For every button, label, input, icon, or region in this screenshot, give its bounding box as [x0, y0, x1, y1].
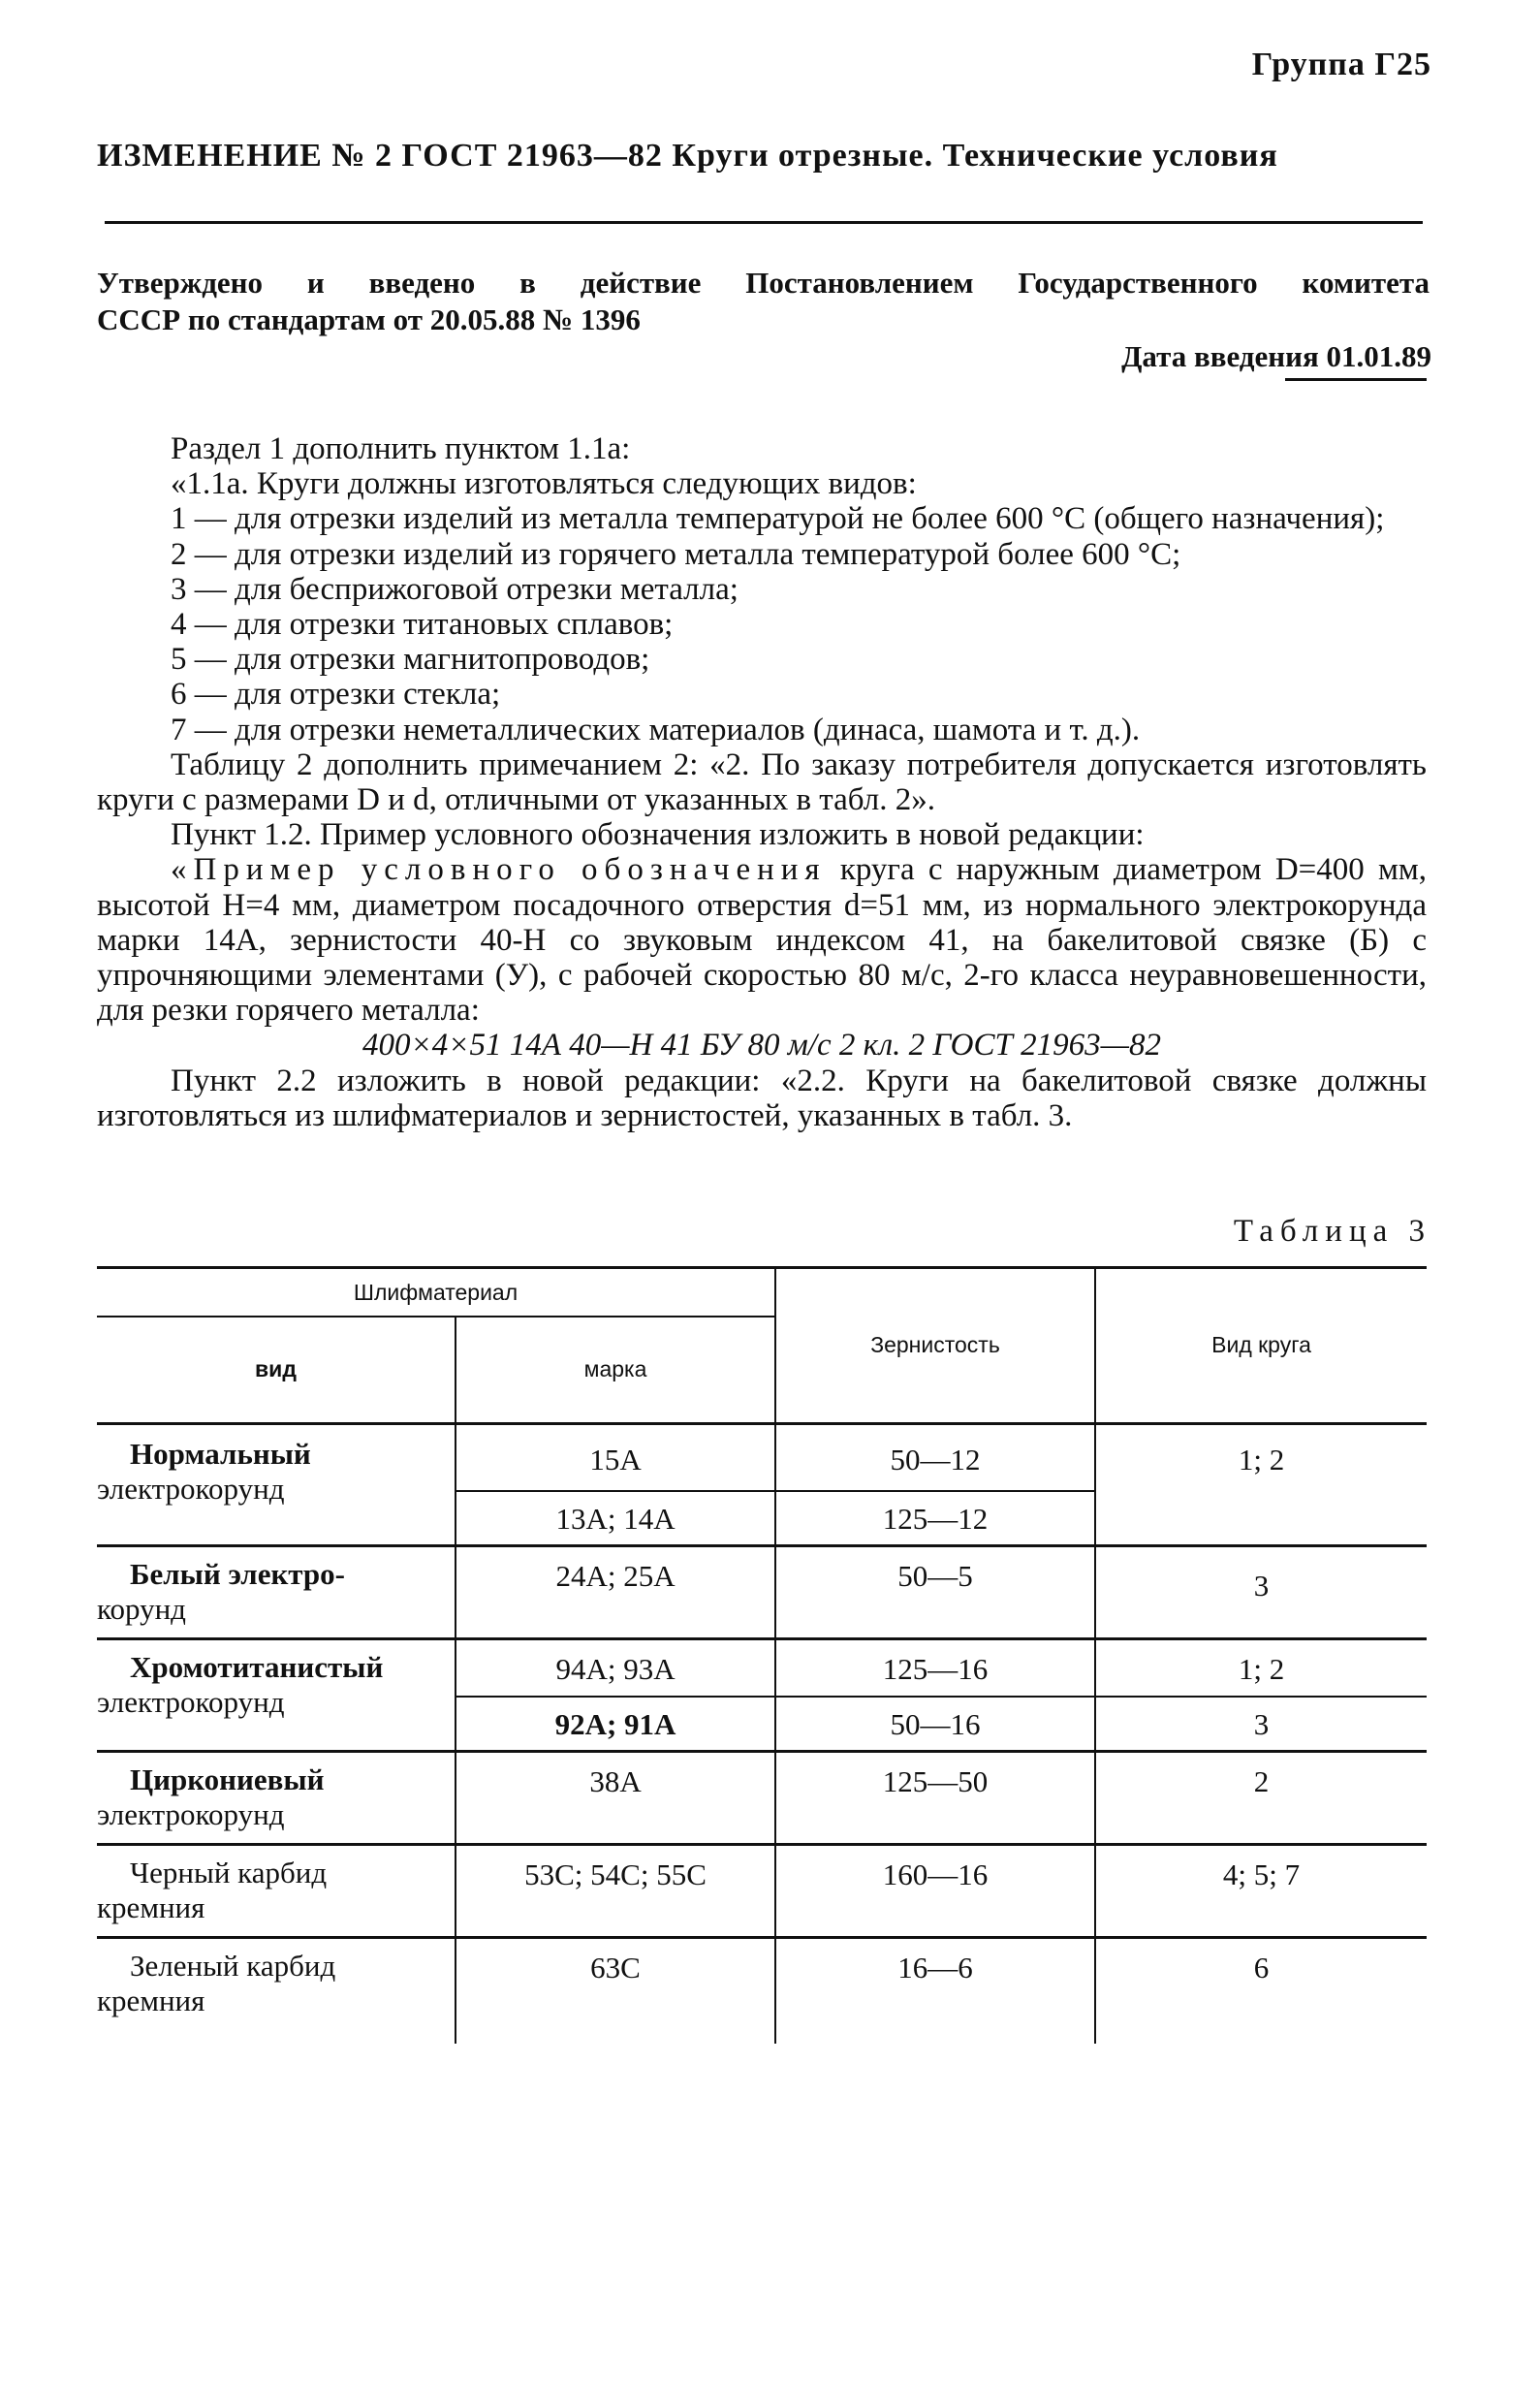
- example-heading: «Пример условного обозначения: [171, 852, 827, 888]
- header-grain: Зернистость: [775, 1268, 1095, 1424]
- table-cell-grain: 50—16: [775, 1697, 1095, 1751]
- amendment-body: [97, 431, 1427, 1133]
- table-cell-grade: 92А; 91А: [456, 1697, 775, 1751]
- table-cell-grain: 125—12: [775, 1491, 1095, 1545]
- table-row-kind: Зеленый карбид кремния: [97, 1948, 336, 2017]
- paragraph-1-1a: «1.1а. Круги должны изготовляться следующих видов:: [171, 466, 917, 502]
- table-cell-wheel: 3: [1095, 1697, 1427, 1751]
- table-row-kind: Черный карбид кремния: [97, 1855, 328, 1924]
- list-item-6: 6 — для отрезки стекла;: [171, 677, 501, 713]
- table-cell-grade: 15А: [456, 1423, 775, 1491]
- list-item-3: 3 — для бесприжоговой отрезки металла;: [171, 571, 739, 607]
- paragraph-1-2: Пункт 1.2. Пример условного обозначения изложить в новой редакции:: [171, 817, 1145, 853]
- table-cell-grade: 53С; 54С; 55С: [456, 1844, 775, 1937]
- list-item-5: 5 — для отрезки магнитопроводов;: [171, 642, 650, 678]
- paragraph-section-1: Раздел 1 дополнить пунктом 1.1а:: [171, 431, 631, 466]
- header-wheel: Вид круга: [1095, 1268, 1427, 1424]
- paragraph-table-2-note: Таблицу 2 дополнить примечанием 2: «2. По заказу потребителя допускается изготовлять круги с размерами D и d, отличными от указанных в табл. 2».: [97, 746, 1427, 818]
- header-grade: марка: [456, 1317, 775, 1423]
- table-row-kind: Циркониевый электрокорунд: [97, 1762, 325, 1831]
- group-label: Группа Г25: [1251, 47, 1431, 82]
- list-item-7: 7 — для отрезки неметаллических материалов (динаса, шамота и т. д.).: [171, 712, 1141, 747]
- table-cell-grade: 94А; 93А: [456, 1638, 775, 1697]
- table-cell-grade: 38А: [456, 1751, 775, 1844]
- list-item-4: 4 — для отрезки титановых сплавов;: [171, 607, 674, 643]
- approval-line-2: СССР по стандартам от 20.05.88 № 1396: [97, 302, 641, 336]
- designation-formula: 400×4×51 14А 40—Н 41 БУ 80 м/с 2 кл. 2 ГОСТ 21963—82: [362, 1028, 1161, 1064]
- table-3-label: Таблица 3: [1233, 1214, 1431, 1249]
- header-kind: вид: [255, 1356, 297, 1382]
- table-row-kind: Хромотитанистый электрокорунд: [97, 1649, 384, 1719]
- header-material: Шлифматериал: [97, 1268, 775, 1317]
- table-cell-wheel: 3: [1095, 1545, 1427, 1638]
- table-cell-wheel: 1; 2: [1095, 1638, 1427, 1697]
- table-cell-wheel: 6: [1095, 1937, 1427, 2044]
- table-cell-grain: 16—6: [775, 1937, 1095, 2044]
- table-3: [97, 1266, 1427, 2044]
- date-underline: [1285, 378, 1427, 381]
- date-value: 01.01.89: [1326, 339, 1431, 373]
- table-cell-grain: 160—16: [775, 1844, 1095, 1937]
- paragraph-2-2: Пункт 2.2 изложить в новой редакции: «2.2. Круги на бакелитовой связке должны изготовляться из шлифматериалов и зернистостей, указанных в табл. 3.: [97, 1063, 1427, 1133]
- table-cell-grain: 125—16: [775, 1638, 1095, 1697]
- document-title: ИЗМЕНЕНИЕ № 2 ГОСТ 21963—82 Круги отрезные. Технические условия: [97, 138, 1278, 174]
- table-cell-wheel: 2: [1095, 1751, 1427, 1844]
- table-cell-grain: 50—12: [775, 1423, 1095, 1491]
- table-cell-grade: 24А; 25А: [456, 1545, 775, 1638]
- table-row-kind: Нормальный электрокорунд: [97, 1436, 311, 1506]
- title-divider: [105, 221, 1423, 224]
- paragraph-example: [97, 852, 1427, 1028]
- table-cell-wheel: 1; 2: [1095, 1423, 1427, 1545]
- approval-line-1: Утверждено и введено в действие Постановлением Государственного комитета: [97, 266, 1430, 300]
- table-cell-grain: 50—5: [775, 1545, 1095, 1638]
- example-text: круга с наружным диаметром D=400 мм, высотой H=4 мм, диаметром посадочного отверстия d=51 мм, из нормального электрокорунда марки 14А, зернистости 40-Н со звуковым индексом 41, на бакелитовой связке (Б) с упрочняющими элементами (У), с рабочей скоростью 80 м/с, 2-го класса неуравновешенности, для резки горячего металла:: [97, 852, 1427, 1029]
- table-row-kind: Белый электро- корунд: [97, 1556, 345, 1626]
- list-item-1: 1 — для отрезки изделий из металла температурой не более 600 °С (общего назначения);: [171, 501, 1385, 537]
- list-item-2: 2 — для отрезки изделий из горячего металла температурой более 600 °С;: [171, 536, 1181, 572]
- table-cell-grain: 125—50: [775, 1751, 1095, 1844]
- table-cell-grade: 13А; 14А: [456, 1491, 775, 1545]
- date-label: Дата введения: [1121, 339, 1319, 373]
- table-cell-wheel: 4; 5; 7: [1095, 1844, 1427, 1937]
- table-cell-grade: 63С: [456, 1937, 775, 2044]
- effective-date: [1121, 339, 1431, 374]
